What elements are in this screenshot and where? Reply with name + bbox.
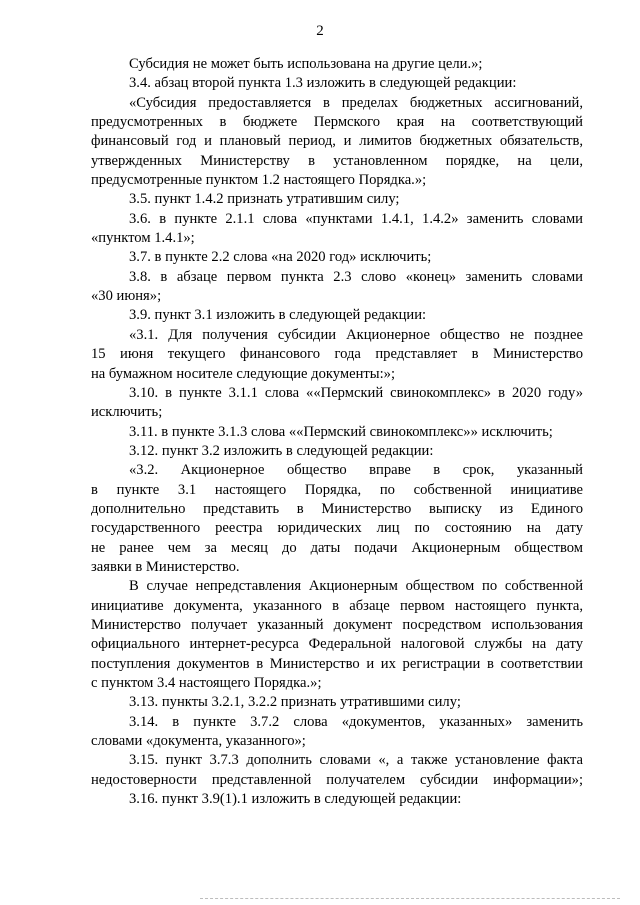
- text-line: утвержденных Министерству в установленном порядке, на цели,: [91, 152, 583, 169]
- text-line: предусмотренных в бюджете Пермского края на соответствующий: [91, 114, 583, 131]
- text-line: 3.7. в пункте 2.2 слова «на 2020 год» исключить;: [129, 249, 432, 266]
- scan-edge-line: [200, 898, 620, 899]
- text-line: 3.8. в абзаце первом пункта 2.3 слово «конец» заменить словами: [129, 268, 583, 285]
- text-line: «3.2. Акционерное общество вправе в срок, указанный: [129, 462, 583, 479]
- text-line: 3.4. абзац второй пункта 1.3 изложить в следующей редакции:: [129, 75, 517, 92]
- text-line: 3.9. пункт 3.1 изложить в следующей редакции:: [129, 307, 427, 324]
- text-line: «пунктом 1.4.1»;: [91, 230, 195, 247]
- text-line: В случае непредставления Акционерным обществом по собственной: [129, 578, 583, 595]
- text-line: 3.14. в пункте 3.7.2 слова «документов, указанных» заменить: [129, 713, 583, 730]
- text-line: 3.10. в пункте 3.1.1 слова ««Пермский свинокомплекс» в 2020 году»: [129, 384, 583, 401]
- text-line: заявки в Министерство.: [91, 558, 240, 575]
- text-line: 3.12. пункт 3.2 изложить в следующей редакции:: [129, 442, 434, 459]
- text-line: поступления документов в Министерство и их регистрации в соответствии: [91, 655, 583, 672]
- text-line: Министерство получает указанный документ посредством использования: [91, 616, 583, 633]
- text-line: 3.15. пункт 3.7.3 дополнить словами «, а также установление факта: [129, 752, 583, 769]
- text-line: 15 июня текущего финансового года представляет в Министерство: [91, 346, 583, 363]
- page-number: 2: [316, 23, 324, 39]
- text-line: финансовый год и плановый период, и лимитов бюджетных обязательств,: [91, 133, 583, 150]
- text-line: на бумажном носителе следующие документы:»;: [91, 365, 396, 382]
- text-line: с пунктом 3.4 настоящего Порядка.»;: [91, 675, 322, 691]
- text-line: 3.16. пункт 3.9(1).1 изложить в следующей редакции:: [129, 791, 462, 808]
- text-line: в пункте 3.1 настоящего Порядка, по собственной инициативе: [91, 481, 583, 498]
- text-line: дополнительно представить в Министерство выписку из Единого: [91, 500, 583, 517]
- text-line: 3.13. пункты 3.2.1, 3.2.2 признать утратившими силу;: [129, 694, 461, 711]
- text-line: официального интернет-ресурса Федеральной налоговой службы на дату: [91, 636, 583, 653]
- text-line: Субсидия не может быть использована на другие цели.»;: [129, 56, 483, 72]
- text-line: не ранее чем за месяц до даты подачи Акционерным обществом: [91, 539, 583, 556]
- text-line: «30 июня»;: [91, 288, 162, 305]
- document-body: [91, 55, 583, 809]
- text-line: «Субсидия предоставляется в пределах бюджетных ассигнований,: [129, 94, 583, 111]
- text-line: государственного реестра юридических лиц по состоянию на дату: [91, 520, 583, 537]
- text-line: 3.6. в пункте 2.1.1 слова «пунктами 1.4.1, 1.4.2» заменить словами: [129, 210, 583, 227]
- text-line: исключить;: [91, 404, 163, 421]
- text-line: 3.11. в пункте 3.1.3 слова ««Пермский свинокомплекс»» исключить;: [129, 423, 553, 440]
- text-line: «3.1. Для получения субсидии Акционерное общество не позднее: [129, 326, 583, 343]
- text-line: словами «документа, указанного»;: [91, 733, 306, 750]
- text-line: предусмотренные пунктом 1.2 настоящего Порядка.»;: [91, 172, 427, 189]
- text-line: 3.5. пункт 1.4.2 признать утратившим силу;: [129, 191, 400, 208]
- text-line: инициативе документа, указанного в абзаце первом настоящего пункта,: [91, 597, 583, 614]
- text-line: недостоверности представленной получателем субсидии информации»;: [91, 771, 583, 788]
